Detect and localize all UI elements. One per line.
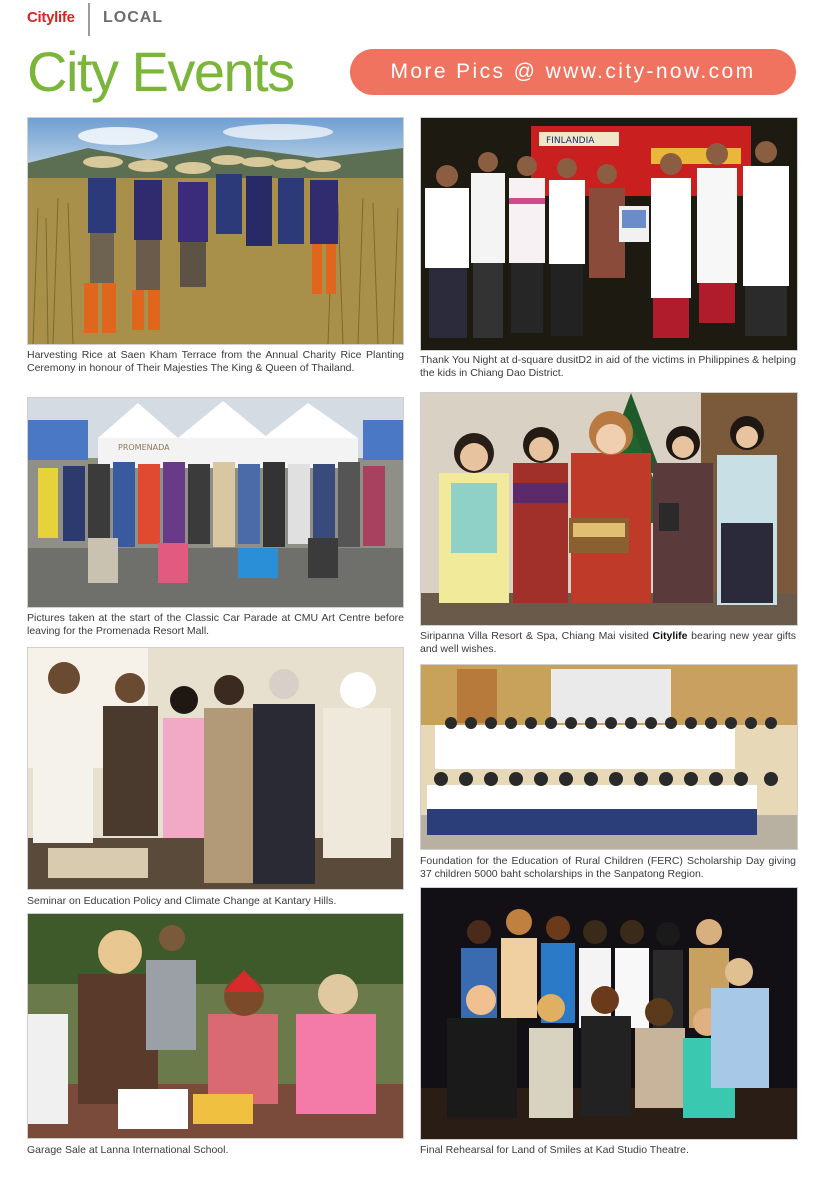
caption-classic-car-parade: Pictures taken at the start of the Classic Car Parade at CMU Art Centre before leaving for the Promenada Resort Mall. <box>27 612 404 637</box>
photo-classic-car-parade <box>27 397 404 608</box>
photo-thank-you-night <box>420 117 798 351</box>
caption-ferc-scholarship: Foundation for the Education of Rural Children (FERC) Scholarship Day giving 37 children 5000 baht scholarships in the Sanpatong Region. <box>420 855 796 880</box>
photo-garage-sale <box>27 913 404 1139</box>
page-title: City Events <box>27 40 294 103</box>
caption-garage-sale: Garage Sale at Lanna International School. <box>27 1144 229 1156</box>
caption-siripanna-text-1: Siripanna Villa Resort & Spa, Chiang Mai visited <box>420 630 653 642</box>
photo-final-rehearsal <box>420 887 798 1140</box>
header-divider <box>88 3 90 36</box>
photo-ferc-scholarship <box>420 664 798 850</box>
brand-logo: Citylife <box>27 9 75 26</box>
more-pics-link[interactable]: More Pics @ www.city-now.com <box>350 49 796 95</box>
caption-siripanna-text-2: bearing new year gifts and well wishes. <box>420 630 796 655</box>
caption-rice-harvest: Harvesting Rice at Saen Kham Terrace from the Annual Charity Rice Planting Ceremony in honour of Their Majesties The King & Queen of Thailand. <box>27 349 404 374</box>
caption-siripanna-brand: Citylife <box>652 630 688 642</box>
caption-seminar: Seminar on Education Policy and Climate Change at Kantary Hills. <box>27 895 337 907</box>
tent-sign-text: PROMENADA <box>118 443 170 452</box>
photo-rice-harvest <box>27 117 404 345</box>
section-label: LOCAL <box>103 9 164 26</box>
photo-seminar <box>27 647 404 890</box>
caption-siripanna-visit <box>420 630 796 656</box>
photo-siripanna-visit <box>420 392 798 626</box>
caption-thank-you-night: Thank You Night at d-square dusitD2 in aid of the victims in Philippines & helping the kids in Chiang Dao District. <box>420 354 796 379</box>
backdrop-sign-text: FINLANDIA <box>546 136 595 146</box>
caption-final-rehearsal: Final Rehearsal for Land of Smiles at Kad Studio Theatre. <box>420 1144 689 1156</box>
